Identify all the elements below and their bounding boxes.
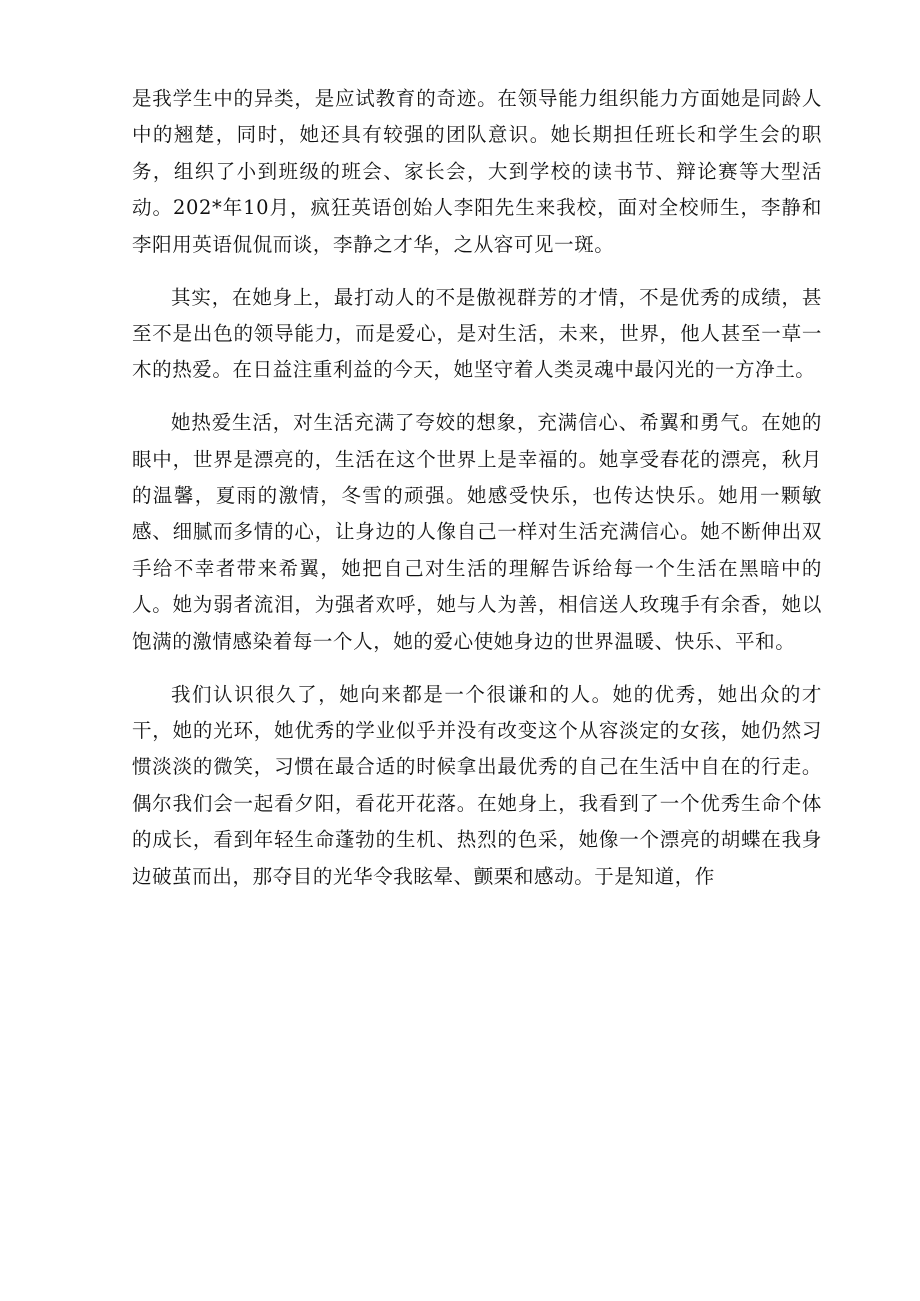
- paragraph: 我们认识很久了，她向来都是一个很谦和的人。她的优秀，她出众的才干，她的光环，她优秀的学业似乎并没有改变这个从容淡定的女孩，她仍然习惯淡淡的微笑，习惯在最合适的时候拿出最优秀的自己在生活中自在的行走。偶尔我们会一起看夕阳，看花开花落。在她身上，我看到了一个优秀生命个体的成长，看到年轻生命蓬勃的生机、热烈的色采，她像一个漂亮的胡蝶在我身边破茧而出，那夺目的光华令我眩晕、颤栗和感动。于是知道，作: [132, 682, 822, 888]
- document-body: [132, 81, 822, 912]
- paragraph: 其实，在她身上，最打动人的不是傲视群芳的才情，不是优秀的成绩，甚至不是出色的领导能力，而是爱心，是对生活，未来，世界，他人甚至一草一木的热爱。在日益注重利益的今天，她坚守着人类灵魂中最闪光的一方净土。: [132, 285, 822, 382]
- paragraph: 她热爱生活，对生活充满了夸姣的想象，充满信心、希翼和勇气。在她的眼中，世界是漂亮的，生活在这个世界上是幸福的。她享受春花的漂亮，秋月的温馨，夏雨的激情，冬雪的顽强。她感受快乐，也传达快乐。她用一颗敏感、细腻而多情的心，让身边的人像自己一样对生活充满信心。她不断伸出双手给不幸者带来希翼，她把自己对生活的理解告诉给每一个生活在黑暗中的人。她为弱者流泪，为强者欢呼，她与人为善，相信送人玫瑰手有余香，她以饱满的激情感染着每一个人，她的爱心使她身边的世界温暖、快乐、平和。: [132, 411, 822, 653]
- paragraph: 是我学生中的异类，是应试教育的奇迹。在领导能力组织能力方面她是同龄人中的翘楚，同时，她还具有较强的团队意识。她长期担任班长和学生会的职务，组织了小到班级的班会、家长会，大到学校的读书节、辩论赛等大型活动。202*年10月，疯狂英语创始人李阳先生来我校，面对全校师生，李静和李阳用英语侃侃而谈，李静之才华，之从容可见一斑。: [132, 87, 822, 256]
